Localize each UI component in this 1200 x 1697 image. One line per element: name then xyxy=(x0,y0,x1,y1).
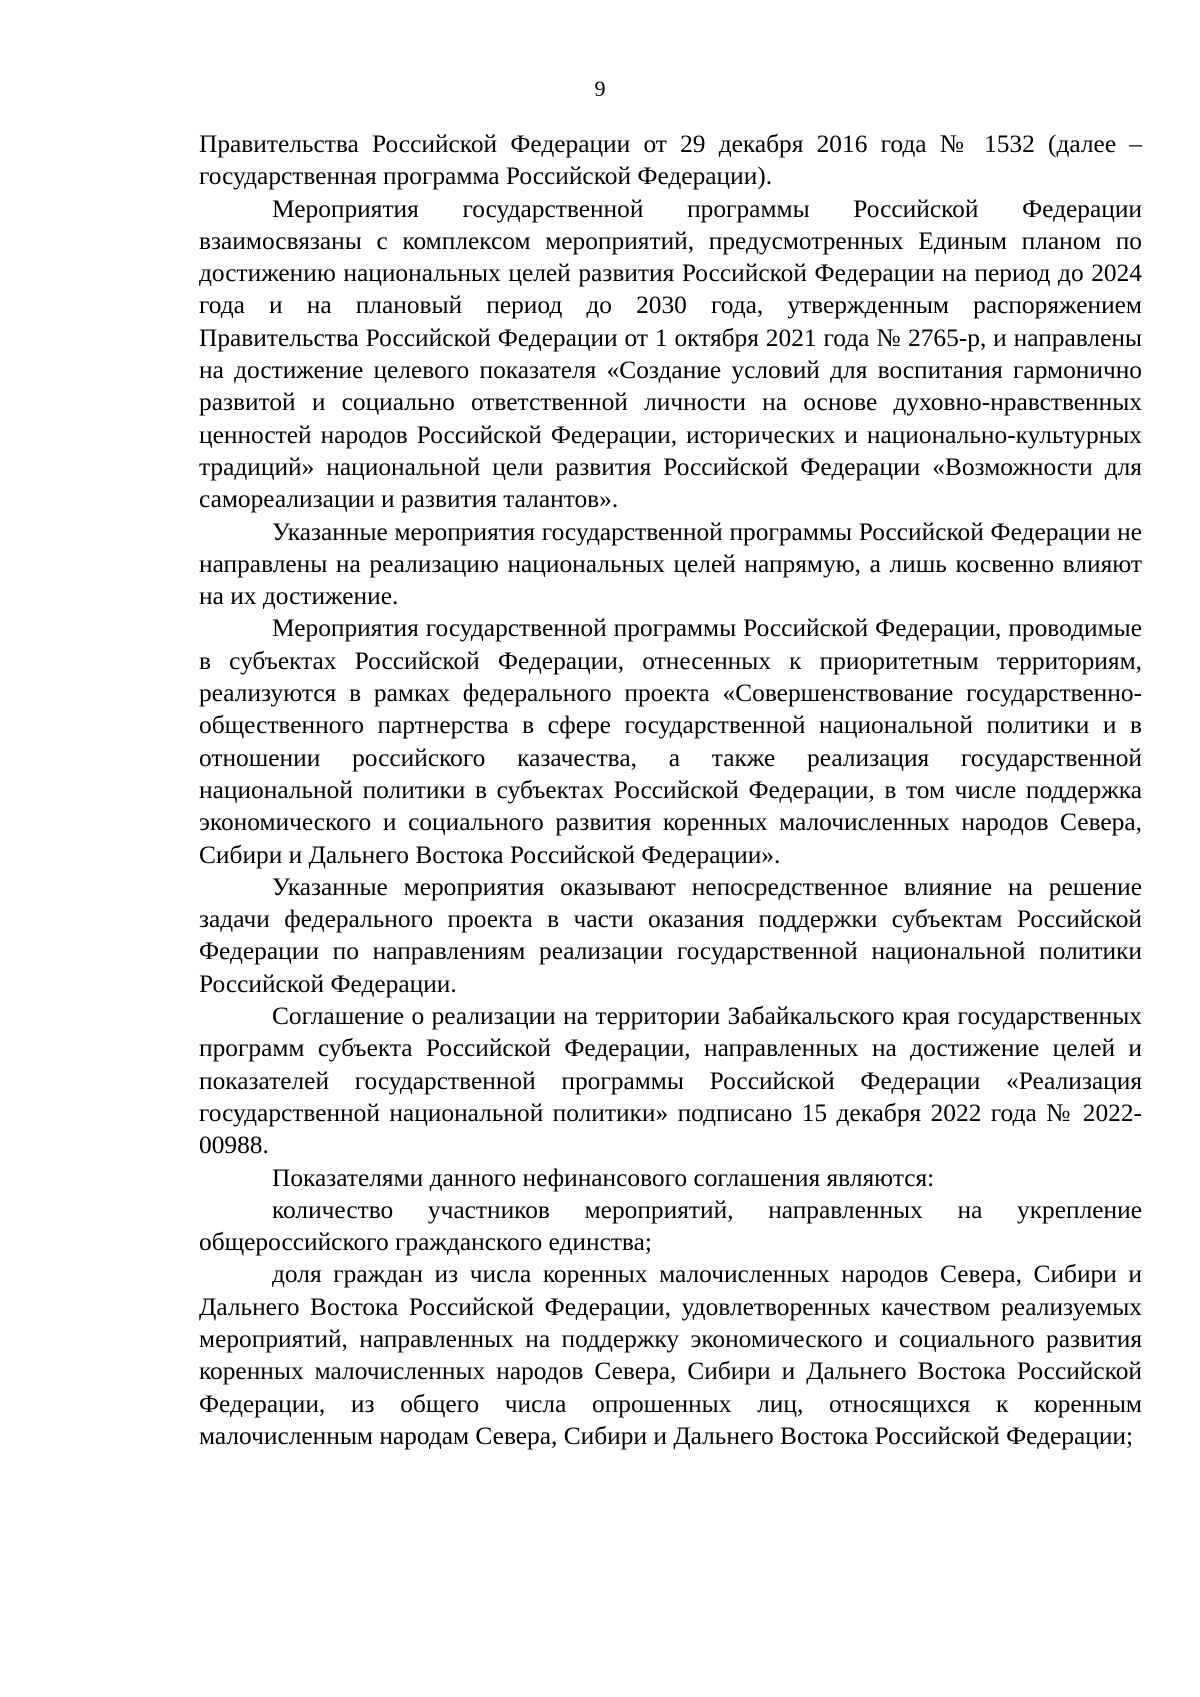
indicator-item-satisfied-citizens: доля граждан из числа коренных малочисленных народов Севера, Сибири и Дальнего Востока Российской Федерации, удовлетворенных качеством реализуемых мероприятий, направленных на поддержку экономического и социального развития коренных малочисленных народов Севера, Сибири и Дальнего Востока Российской Федерации, из общего числа опрошенных лиц, относящихся к коренным малочисленным народам Севера, Сибири и Дальнего Востока Российской Федерации; xyxy=(199,1260,1142,1450)
indicator-item-participants: количество участников мероприятий, направленных на укрепление общероссийского гражданского единства; xyxy=(199,1195,1142,1257)
paragraph-direct-influence: Указанные мероприятия оказывают непосредственное влияние на решение задачи федерального проекта в части оказания поддержки субъектам Российской Федерации по направлениям реализации государственной национальной политики Российской Федерации. xyxy=(199,872,1142,998)
paragraph-indicators-intro: Показателями данного нефинансового соглашения являются: xyxy=(272,1163,935,1192)
paragraph-continuation: Правительства Российской Федерации от 29 декабря 2016 года № 1532 (далее – государственная программа Российской Федерации). xyxy=(199,130,1142,191)
paragraph-unified-plan: Мероприятия государственной программы Российской Федерации взаимосвязаны с комплексом мероприятий, предусмотренных Единым планом по достижению национальных целей развития Российской Федерации на период до 2024 года и на плановый период до 2030 года, утвержденным распоряжением Правительства Российской Федерации от 1 октября 2021 года № 2765-р, и направлены на достижение целевого показателя «Создание условий для воспитания гармонично развитой и социально ответственной личности на основе духовно-нравственных ценностей народов Российской Федерации, исторических и национально-культурных традиций» национальной цели развития Российской Федерации «Возможности для самореализации и развития талантов». xyxy=(199,194,1142,514)
paragraph-priority-territories: Мероприятия государственной программы Российской Федерации, проводимые в субъектах Российской Федерации, отнесенных к приоритетным территориям, реализуются в рамках федерального проекта «Совершенствование государственно-общественного партнерства в сфере государственной национальной политики и в отношении российского казачества, а также реализация государственной национальной политики в субъектах Российской Федерации, в том числе поддержка экономического и социального развития коренных малочисленных народов Севера, Сибири и Дальнего Востока Российской Федерации». xyxy=(199,614,1142,869)
document-body xyxy=(199,128,1142,1452)
page-number: 9 xyxy=(594,76,606,101)
paragraph-indirect-influence: Указанные мероприятия государственной программы Российской Федерации не направлены на реализацию национальных целей напрямую, а лишь косвенно влияют на их достижение. xyxy=(199,517,1142,611)
paragraph-agreement: Соглашение о реализации на территории Забайкальского края государственных программ субъекта Российской Федерации, направленных на достижение целей и показателей государственной программы Российской Федерации «Реализация государственной национальной политики» подписано 15 декабря 2022 года № 2022-00988. xyxy=(199,1002,1142,1160)
